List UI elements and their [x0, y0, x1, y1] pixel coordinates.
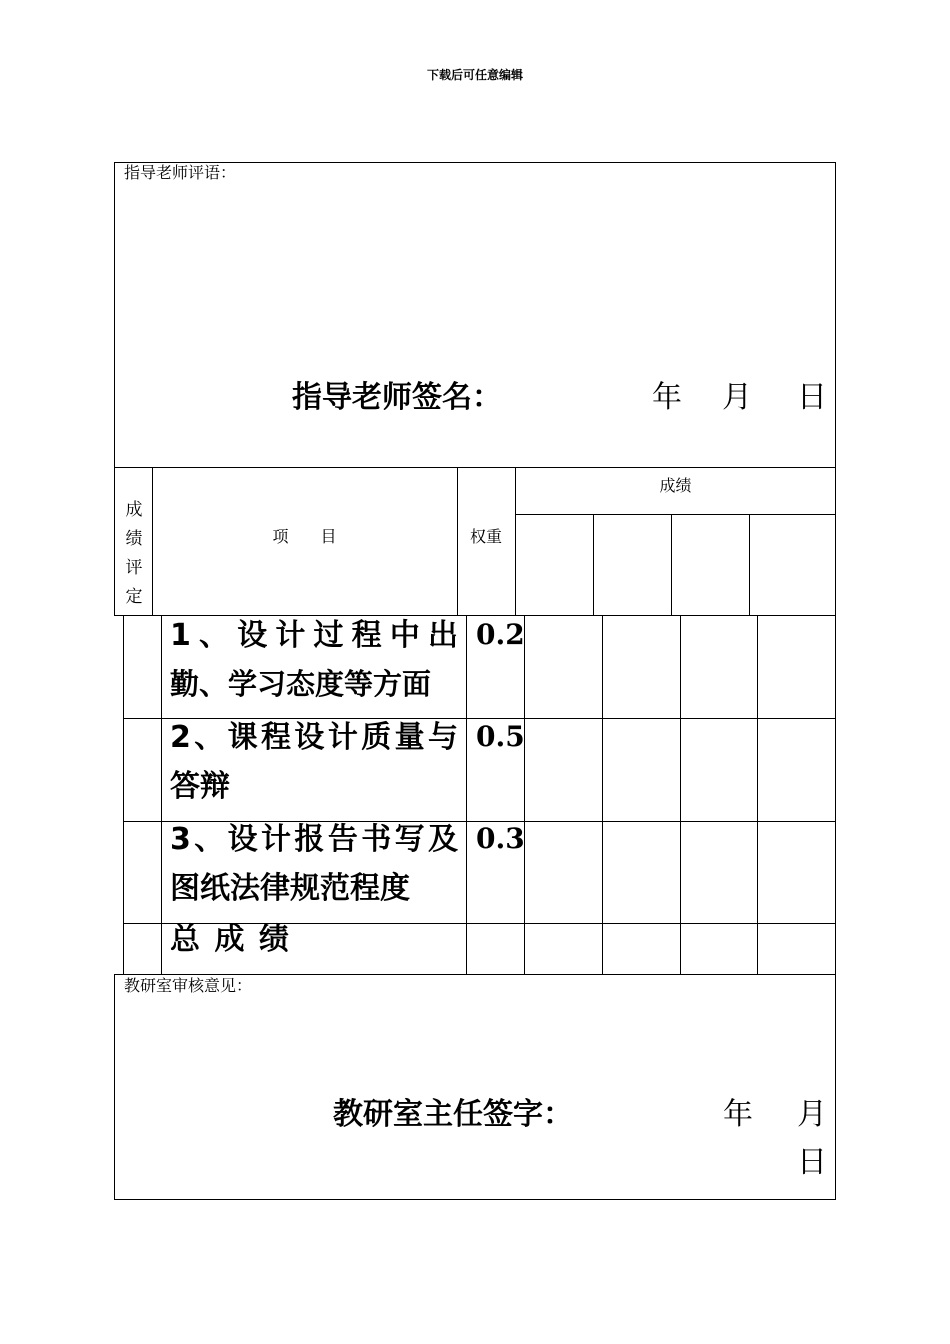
review-month-label: 月 [797, 1097, 827, 1132]
col-item-header: 项 目 [272, 527, 337, 546]
row-3-item-line2: 图纸法律规范程度 [170, 871, 410, 906]
grade-section-label: 成绩评定 [125, 500, 143, 607]
total-grade-label: 总 成 绩 [170, 922, 291, 957]
grade-header-subdivider-3 [749, 514, 750, 616]
grade-header-subline [515, 514, 836, 515]
advisor-day-label: 日 [797, 380, 827, 415]
grade-header-subdivider-2 [671, 514, 672, 616]
review-label: 教研室审核意见： [124, 976, 253, 995]
rows-divider-5 [680, 616, 681, 975]
row-2-item-line2: 答辩 [170, 769, 230, 804]
row-2-item-line1: 2、课程设计质量与 [170, 720, 458, 755]
row-3-weight: 0.3 [476, 822, 525, 855]
col-weight-header: 权重 [469, 527, 502, 546]
row-3-item-line1: 3、设计报告书写及 [170, 822, 458, 857]
col-grades-header: 成绩 [659, 476, 692, 495]
rows-divider-3 [524, 616, 525, 975]
row-1-item-line1: 1、设计过程中出 [170, 618, 458, 653]
rows-divider-4 [602, 616, 603, 975]
row-1-item-line2: 勤、学习态度等方面 [170, 667, 432, 701]
review-day-label: 日 [797, 1145, 827, 1180]
review-year-label: 年 [723, 1097, 753, 1132]
advisor-comment-label: 指导老师评语： [124, 163, 237, 182]
review-box [114, 974, 836, 1200]
rows-divider-1 [161, 616, 162, 975]
rows-divider-6 [757, 616, 758, 975]
grade-header-subdivider-1 [593, 514, 594, 616]
advisor-year-label: 年 [652, 380, 682, 415]
advisor-month-label: 月 [722, 380, 752, 415]
review-signature-label: 教研室主任签字： [333, 1097, 573, 1132]
row-2-weight: 0.5 [476, 720, 525, 753]
page-header: 下载后可任意编辑 [426, 68, 523, 82]
advisor-signature-label: 指导老师签名： [292, 380, 502, 415]
rows-divider-2 [466, 616, 467, 975]
row-1-weight: 0.2 [476, 618, 525, 651]
